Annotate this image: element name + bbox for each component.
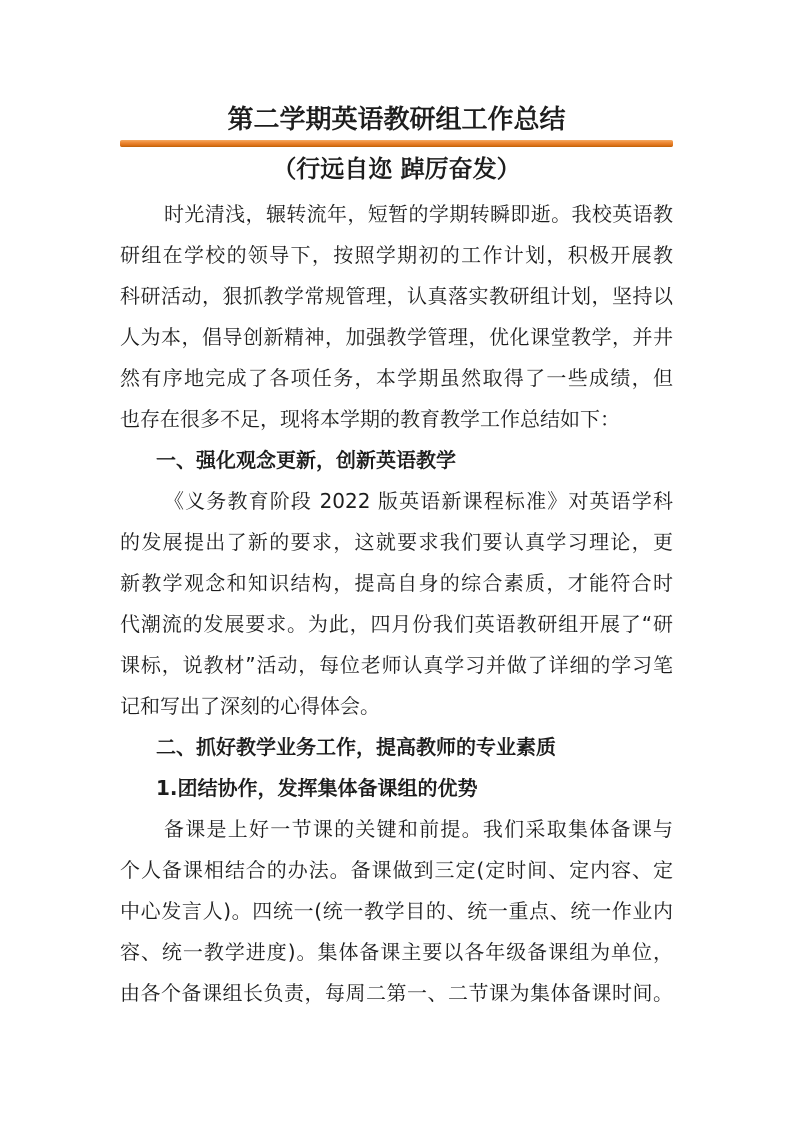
section-heading: 1.团结协作，发挥集体备课组的优势 xyxy=(156,776,478,800)
text-line: 记和写出了深刻的心得体会。 xyxy=(120,694,380,718)
text-line: 课标，说教材”活动，每位老师认真学习并做了详细的学习笔 xyxy=(120,653,673,677)
text-line: 备课是上好一节课的关键和前提。我们采取集体备课与 xyxy=(164,817,673,841)
text-line: 人为本，倡导创新精神，加强教学管理，优化课堂教学，并井 xyxy=(120,325,673,349)
text-line: 也存在很多不足，现将本学期的教育教学工作总结如下： xyxy=(120,407,620,431)
text-line: 代潮流的发展要求。为此，四月份我们英语教研组开展了“研 xyxy=(120,612,673,636)
text-line: 个人备课相结合的办法。备课做到三定(定时间、定内容、定 xyxy=(120,858,673,882)
text-line: 由各个备课组长负责，每周二第一、二节课为集体备课时间。 xyxy=(120,981,673,1005)
document-subtitle: （行远自迩 踔厉奋发） xyxy=(272,155,521,183)
text-line: 时光清浅，辗转流年，短暂的学期转瞬即逝。我校英语教 xyxy=(164,202,673,226)
text-line: 的发展提出了新的要求，这就要求我们要认真学习理论，更 xyxy=(120,530,673,554)
text-line: 新教学观念和知识结构，提高自身的综合素质，才能符合时 xyxy=(120,571,673,595)
section-heading: 二、抓好教学业务工作，提高教师的专业素质 xyxy=(156,735,556,759)
text-line: 中心发言人)。四统一(统一教学目的、统一重点、统一作业内 xyxy=(120,899,673,923)
title-underline xyxy=(120,140,673,147)
text-line: 《义务教育阶段 2022 版英语新课程标准》对英语学科 xyxy=(164,489,673,513)
text-line: 容、统一教学进度)。集体备课主要以各年级备课组为单位， xyxy=(120,940,673,964)
document-title: 第二学期英语教研组工作总结 xyxy=(227,105,566,135)
text-line: 然有序地完成了各项任务，本学期虽然取得了一些成绩，但 xyxy=(120,366,673,390)
document-body xyxy=(120,194,673,1014)
text-line: 研组在学校的领导下，按照学期初的工作计划，积极开展教 xyxy=(120,243,673,267)
text-line: 科研活动，狠抓教学常规管理，认真落实教研组计划，坚持以 xyxy=(120,284,673,308)
section-heading: 一、强化观念更新，创新英语教学 xyxy=(156,448,456,472)
